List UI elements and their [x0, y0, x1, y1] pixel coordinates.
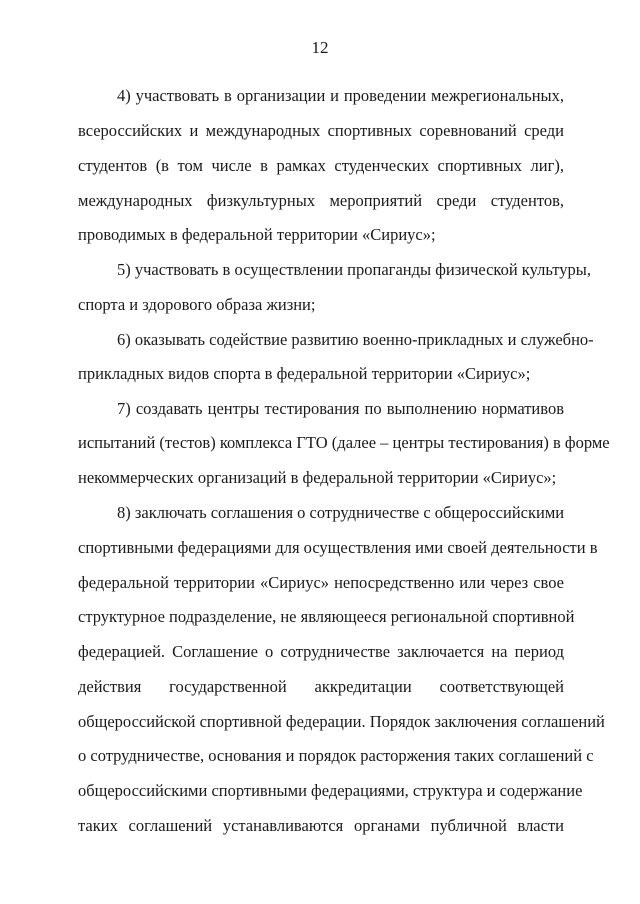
paragraph-4-line-1: 4) участвовать в организации и проведении межрегиональных,	[117, 86, 564, 105]
paragraph-4-line-4: международных физкультурных мероприятий среди студентов,	[78, 191, 564, 210]
paragraph-5-line-2: спорта и здорового образа жизни;	[78, 295, 316, 314]
paragraph-6-line-1: 6) оказывать содействие развитию военно-прикладных и служебно-	[117, 330, 594, 349]
paragraph-6-line-2: прикладных видов спорта в федеральной территории «Сириус»;	[78, 364, 531, 383]
paragraph-7-line-3: некоммерческих организаций в федеральной территории «Сириус»;	[78, 468, 557, 487]
page-number: 12	[311, 38, 329, 57]
paragraph-8-line-6: действия государственной аккредитации соответствующей	[78, 677, 564, 696]
paragraph-8-line-1: 8) заключать соглашения о сотрудничестве с общероссийскими	[117, 503, 565, 522]
paragraph-8-line-5: федерацией. Соглашение о сотрудничестве заключается на период	[78, 642, 564, 661]
paragraph-8-line-3: федеральной территории «Сириус» непосредственно или через свое	[78, 573, 564, 592]
paragraph-5-line-1: 5) участвовать в осуществлении пропаганды физической культуры,	[117, 260, 591, 279]
paragraph-8-line-7: общероссийской спортивной федерации. Порядок заключения соглашений	[78, 712, 605, 731]
paragraph-7-line-2: испытаний (тестов) комплекса ГТО (далее – центры тестирования) в форме	[78, 433, 610, 452]
paragraph-7-line-1: 7) создавать центры тестирования по выполнению нормативов	[117, 399, 564, 418]
paragraph-8-line-9: общероссийскими спортивными федерациями, структура и содержание	[78, 781, 583, 800]
paragraph-8-line-10: таких соглашений устанавливаются органами публичной власти	[78, 816, 564, 835]
paragraph-8-line-2: спортивными федерациями для осуществления ими своей деятельности в	[78, 538, 598, 557]
paragraph-8-line-4: структурное подразделение, не являющееся региональной спортивной	[78, 607, 575, 626]
paragraph-4-line-2: всероссийских и международных спортивных соревнований среди	[78, 121, 564, 140]
paragraph-4-line-3: студентов (в том числе в рамках студенческих спортивных лиг),	[78, 156, 564, 175]
paragraph-8-line-8: о сотрудничестве, основания и порядок расторжения таких соглашений с	[78, 746, 594, 765]
paragraph-4-line-5: проводимых в федеральной территории «Сириус»;	[78, 225, 436, 244]
